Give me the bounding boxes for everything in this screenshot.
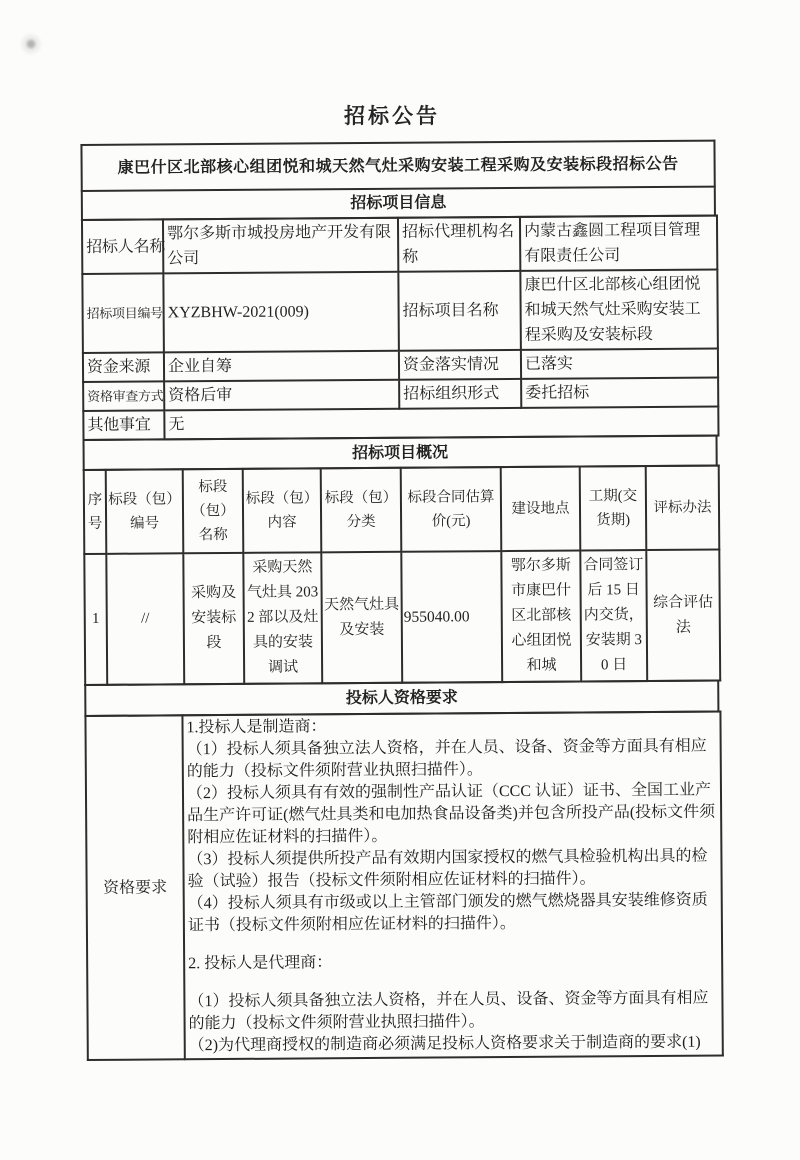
cell-label: 资金来源 <box>83 352 164 382</box>
table-row <box>82 270 718 353</box>
column-header: 标段合同估算价(元) <box>401 467 502 552</box>
cell-label: 招标人名称 <box>82 219 163 274</box>
qualification-paragraph: （1）投标人须具备独立法人资格，并在人员、设备、资金等方面具有相应的能力（投标文件须附营业执照扫描件）。 <box>186 737 707 781</box>
table-row <box>83 378 718 411</box>
column-header: 序号 <box>84 470 107 554</box>
cell-duration: 合同签订后 15 日内交货，安装期 30 日 <box>580 550 647 681</box>
section-header-bidder-qualification: 投标人资格要求 <box>85 681 718 716</box>
cell-value: 内蒙古鑫圆工程项目管理有限责任公司 <box>520 216 717 271</box>
cell-construction-site: 鄂尔多斯市康巴什区北部核心组团悦和城 <box>501 551 581 683</box>
qualification-paragraph: 1.投标人是制造商： <box>186 718 327 737</box>
overview-data-row <box>84 550 720 685</box>
cell-value: 鄂尔多斯市城投房地产开发有限公司 <box>163 218 398 274</box>
info-table <box>81 215 720 441</box>
column-header: 标段（包）编号 <box>106 469 184 554</box>
cell-label: 资金落实情况 <box>399 350 521 380</box>
cell-value: 资格后审 <box>164 380 399 411</box>
cell-package-name: 采购及安装标段 <box>183 553 244 684</box>
page-title: 招标公告 <box>344 104 440 128</box>
column-header: 评标办法 <box>646 466 720 551</box>
cell-evaluation-method: 综合评估法 <box>646 550 720 682</box>
qualification-paragraph: （2)为代理商授权的制造商必须满足投标人资格要求关于制造商的要求(1) <box>188 1033 701 1055</box>
cell-label: 资格审查方式 <box>83 381 164 411</box>
column-header: 工期(交货期) <box>580 466 647 550</box>
qualification-paragraph: （2）投标人须具有有效的强制性产品认证（CCC 认证）证书、全国工业产品生产许可证(燃气灶具类和电加热食品设备类)并包含所投产品(投标文件须附相应佐证材料的扫描件）。 <box>186 781 716 847</box>
cell-package-class: 天然气灶具及安装 <box>321 552 402 684</box>
cell-label: 招标项目名称 <box>398 271 521 351</box>
qualification-paragraph: （1）投标人须具备独立法人资格，并在人员、设备、资金等方面具有相应的能力（投标文件须附营业执照扫描件）。 <box>188 989 709 1033</box>
cell-label: 招标项目编号 <box>82 273 164 353</box>
table-row <box>85 712 722 1060</box>
cell-value: 无 <box>164 407 718 440</box>
cell-value: XYZBHW-2021(009) <box>163 272 399 353</box>
cell-value: 委托招标 <box>521 378 718 408</box>
section-header-project-info: 招标项目信息 <box>82 187 715 220</box>
column-header: 标段（包）分类 <box>321 468 402 553</box>
cell-value: 已落实 <box>521 349 718 379</box>
document-main-title: 康巴什区北部核心组团悦和城天然气灶采购安装工程采购及安装标段招标公告 <box>81 141 714 191</box>
cell-seq: 1 <box>84 554 107 685</box>
overview-header-row <box>84 466 720 554</box>
section-header-project-overview: 招标项目概况 <box>84 436 717 470</box>
column-header: 标段（包）名称 <box>183 469 244 553</box>
table-row <box>82 216 717 274</box>
tender-announcement-table <box>80 140 721 1061</box>
qualification-content <box>182 712 722 1060</box>
qualification-paragraph: （3）投标人须提供所投产品有效期内国家授权的燃气具检验机构出具的检验（试验）报告（投标文件须附相应佐证材料的扫描件）。 <box>187 847 708 891</box>
table-row <box>83 349 718 382</box>
cell-label: 招标代理机构名称 <box>398 217 520 272</box>
cell-package-content: 采购天然气灶具 2032 部以及灶具的安装调试 <box>243 552 322 684</box>
cell-package-no: // <box>106 553 184 685</box>
qualification-table <box>84 711 723 1061</box>
qualification-label: 资格要求 <box>85 715 184 1060</box>
scan-smudge-artifact <box>18 32 44 56</box>
column-header: 建设地点 <box>501 467 581 552</box>
column-header: 标段（包）内容 <box>243 468 322 553</box>
overview-table <box>83 465 721 686</box>
cell-label: 招标组织形式 <box>399 379 521 409</box>
cell-label: 其他事宜 <box>83 410 164 440</box>
qualification-paragraph: （4）投标人须具有市级或以上主管部门颁发的燃气燃烧器具安装维修资质证书（投标文件须附相应佐证材料的扫描件）。 <box>187 891 708 935</box>
cell-estimated-price: 955040.00 <box>401 551 502 683</box>
cell-value: 企业自筹 <box>164 351 399 382</box>
cell-value: 康巴什区北部核心组团悦和城天然气灶采购安装工程采购及安装标段 <box>520 270 718 350</box>
title-section <box>80 140 716 221</box>
qualification-paragraph: 2. 投标人是代理商： <box>188 954 333 973</box>
